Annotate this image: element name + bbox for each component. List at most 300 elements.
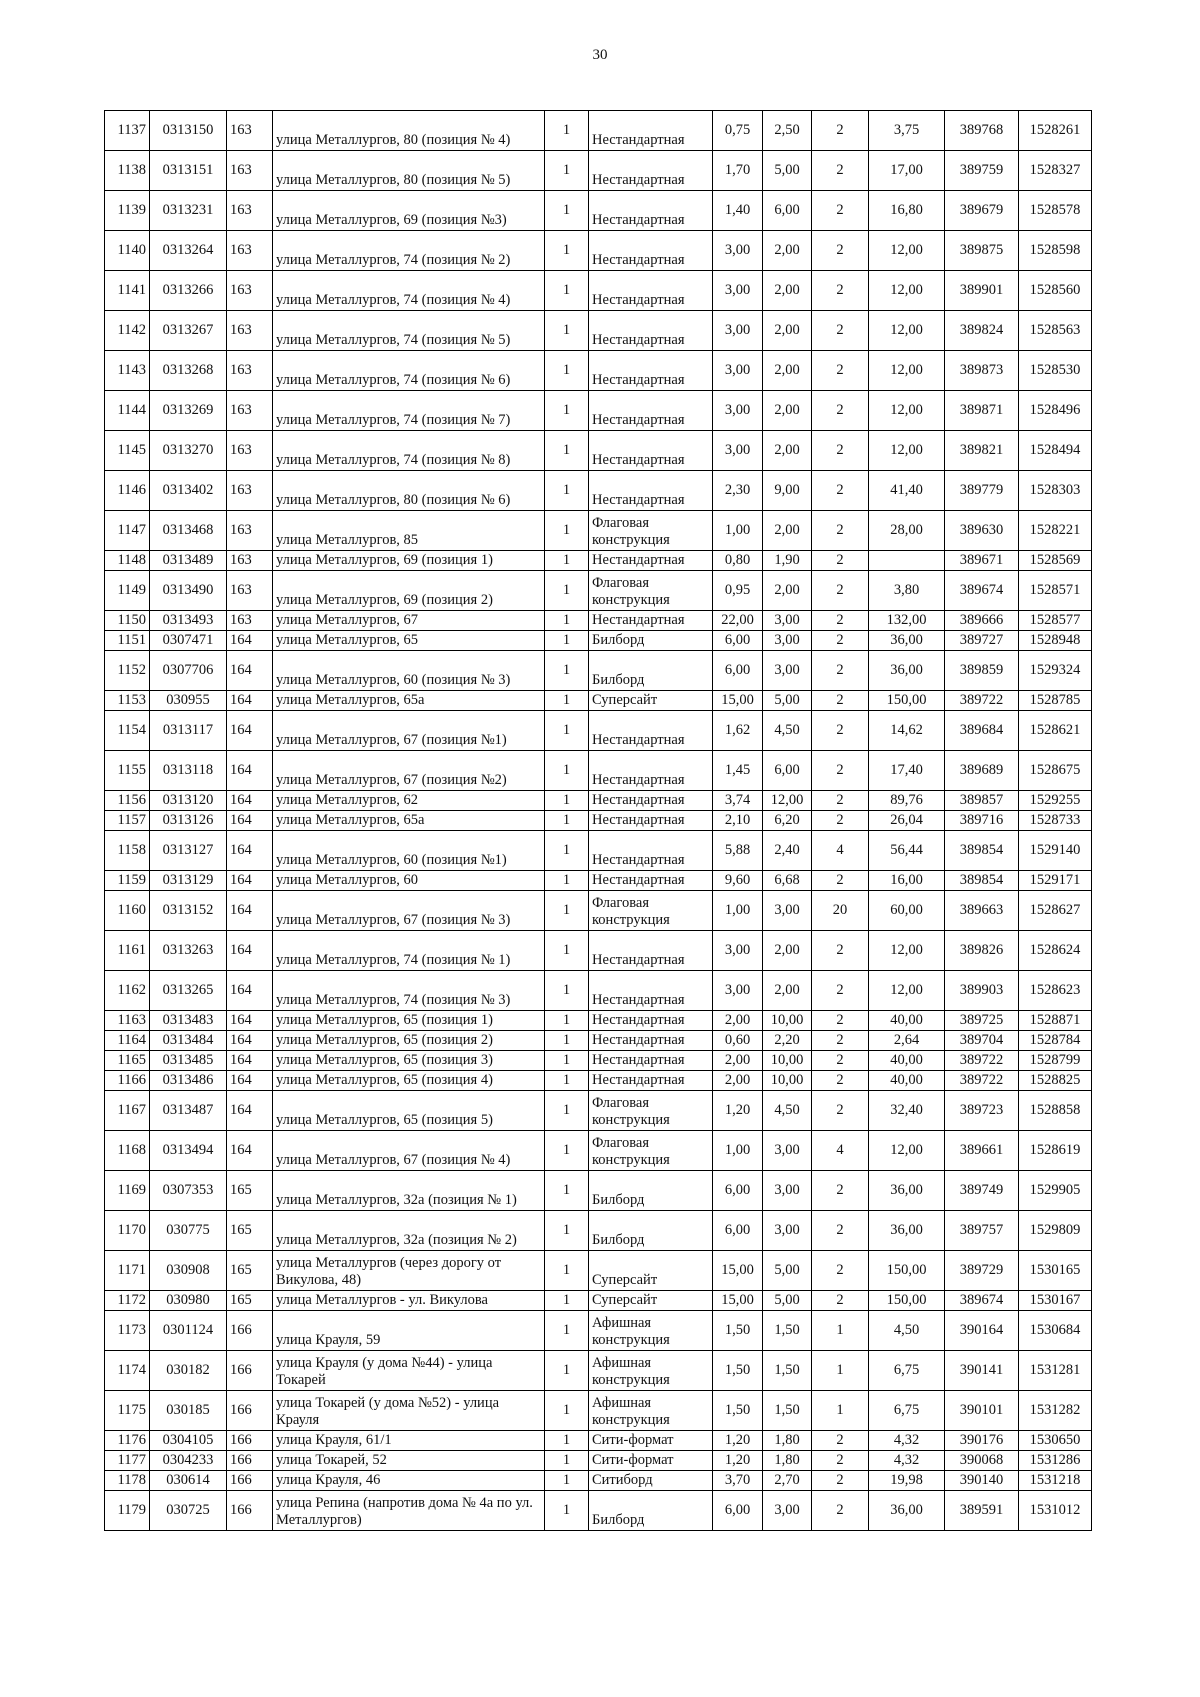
cell-coord-x: 389757 bbox=[945, 1211, 1019, 1251]
table-row bbox=[105, 971, 1092, 1011]
cell-quantity: 1 bbox=[545, 691, 589, 711]
cell-coord-y: 1530167 bbox=[1019, 1291, 1092, 1311]
cell-width: 2,30 bbox=[713, 471, 763, 511]
cell-address: улица Металлургов, 80 (позиция № 5) bbox=[273, 151, 545, 191]
cell-coord-x: 389875 bbox=[945, 231, 1019, 271]
cell-coord-y: 1528627 bbox=[1019, 891, 1092, 931]
cell-construction-type: Нестандартная bbox=[589, 711, 713, 751]
cell-object-code: 0301124 bbox=[150, 1311, 227, 1351]
cell-area: 3,80 bbox=[869, 571, 945, 611]
cell-sides: 2 bbox=[812, 611, 869, 631]
cell-width: 3,00 bbox=[713, 391, 763, 431]
cell-row-number: 1158 bbox=[105, 831, 150, 871]
cell-quantity: 1 bbox=[545, 611, 589, 631]
cell-coord-y: 1530650 bbox=[1019, 1431, 1092, 1451]
cell-width: 15,00 bbox=[713, 1251, 763, 1291]
cell-address: улица Металлургов, 69 (позиция 1) bbox=[273, 551, 545, 571]
cell-sides: 2 bbox=[812, 691, 869, 711]
cell-quantity: 1 bbox=[545, 711, 589, 751]
cell-object-code: 0307353 bbox=[150, 1171, 227, 1211]
cell-zone-number: 164 bbox=[227, 691, 273, 711]
cell-width: 1,00 bbox=[713, 891, 763, 931]
cell-coord-y: 1528619 bbox=[1019, 1131, 1092, 1171]
cell-coord-y: 1528494 bbox=[1019, 431, 1092, 471]
cell-sides: 2 bbox=[812, 1451, 869, 1471]
cell-area: 17,00 bbox=[869, 151, 945, 191]
cell-row-number: 1166 bbox=[105, 1071, 150, 1091]
cell-object-code: 0313152 bbox=[150, 891, 227, 931]
cell-area bbox=[869, 551, 945, 571]
cell-area: 36,00 bbox=[869, 1171, 945, 1211]
cell-zone-number: 166 bbox=[227, 1391, 273, 1431]
cell-address: улица Крауля, 46 bbox=[273, 1471, 545, 1491]
cell-object-code: 0313117 bbox=[150, 711, 227, 751]
cell-construction-type: Афишная конструкция bbox=[589, 1311, 713, 1351]
cell-coord-y: 1528623 bbox=[1019, 971, 1092, 1011]
cell-address: улица Металлургов, 65а bbox=[273, 691, 545, 711]
cell-address: улица Металлургов, 67 (позиция №1) bbox=[273, 711, 545, 751]
cell-coord-y: 1528785 bbox=[1019, 691, 1092, 711]
cell-coord-x: 389722 bbox=[945, 1051, 1019, 1071]
cell-coord-x: 389723 bbox=[945, 1091, 1019, 1131]
cell-coord-x: 389901 bbox=[945, 271, 1019, 311]
cell-area: 4,32 bbox=[869, 1431, 945, 1451]
cell-height: 2,00 bbox=[763, 571, 812, 611]
cell-height: 12,00 bbox=[763, 791, 812, 811]
cell-object-code: 0313402 bbox=[150, 471, 227, 511]
cell-quantity: 1 bbox=[545, 1431, 589, 1451]
table-row bbox=[105, 931, 1092, 971]
cell-coord-x: 389689 bbox=[945, 751, 1019, 791]
cell-construction-type: Нестандартная bbox=[589, 791, 713, 811]
cell-coord-x: 389824 bbox=[945, 311, 1019, 351]
cell-sides: 2 bbox=[812, 651, 869, 691]
cell-zone-number: 164 bbox=[227, 1051, 273, 1071]
cell-sides: 2 bbox=[812, 791, 869, 811]
cell-address: улица Металлургов, 80 (позиция № 4) bbox=[273, 111, 545, 151]
cell-coord-y: 1529809 bbox=[1019, 1211, 1092, 1251]
cell-construction-type: Нестандартная bbox=[589, 611, 713, 631]
cell-area: 150,00 bbox=[869, 691, 945, 711]
cell-zone-number: 164 bbox=[227, 871, 273, 891]
cell-zone-number: 164 bbox=[227, 1091, 273, 1131]
cell-area: 150,00 bbox=[869, 1291, 945, 1311]
cell-width: 6,00 bbox=[713, 631, 763, 651]
cell-coord-y: 1528577 bbox=[1019, 611, 1092, 631]
cell-zone-number: 164 bbox=[227, 931, 273, 971]
cell-height: 3,00 bbox=[763, 631, 812, 651]
cell-coord-y: 1528496 bbox=[1019, 391, 1092, 431]
cell-coord-y: 1528327 bbox=[1019, 151, 1092, 191]
cell-row-number: 1154 bbox=[105, 711, 150, 751]
cell-construction-type: Нестандартная bbox=[589, 811, 713, 831]
table-row bbox=[105, 711, 1092, 751]
cell-coord-y: 1528560 bbox=[1019, 271, 1092, 311]
cell-coord-x: 389684 bbox=[945, 711, 1019, 751]
cell-construction-type: Сити-формат bbox=[589, 1431, 713, 1451]
cell-construction-type: Нестандартная bbox=[589, 831, 713, 871]
cell-height: 3,00 bbox=[763, 891, 812, 931]
cell-height: 3,00 bbox=[763, 1131, 812, 1171]
cell-zone-number: 163 bbox=[227, 391, 273, 431]
cell-row-number: 1155 bbox=[105, 751, 150, 791]
cell-quantity: 1 bbox=[545, 311, 589, 351]
cell-zone-number: 166 bbox=[227, 1431, 273, 1451]
cell-row-number: 1156 bbox=[105, 791, 150, 811]
cell-zone-number: 164 bbox=[227, 831, 273, 871]
cell-construction-type: Нестандартная bbox=[589, 931, 713, 971]
cell-area: 16,00 bbox=[869, 871, 945, 891]
table-row bbox=[105, 691, 1092, 711]
table-row bbox=[105, 1071, 1092, 1091]
cell-coord-x: 389749 bbox=[945, 1171, 1019, 1211]
cell-quantity: 1 bbox=[545, 791, 589, 811]
cell-height: 3,00 bbox=[763, 611, 812, 631]
cell-quantity: 1 bbox=[545, 891, 589, 931]
table-row bbox=[105, 431, 1092, 471]
table-row bbox=[105, 1171, 1092, 1211]
cell-sides: 1 bbox=[812, 1391, 869, 1431]
cell-height: 1,90 bbox=[763, 551, 812, 571]
cell-height: 2,70 bbox=[763, 1471, 812, 1491]
cell-width: 22,00 bbox=[713, 611, 763, 631]
cell-object-code: 0313126 bbox=[150, 811, 227, 831]
cell-sides: 2 bbox=[812, 811, 869, 831]
cell-address: улица Металлургов, 85 bbox=[273, 511, 545, 551]
cell-coord-y: 1529255 bbox=[1019, 791, 1092, 811]
cell-height: 5,00 bbox=[763, 691, 812, 711]
table-row bbox=[105, 1131, 1092, 1171]
cell-sides: 2 bbox=[812, 1491, 869, 1531]
cell-address: улица Металлургов, 74 (позиция № 7) bbox=[273, 391, 545, 431]
cell-address: улица Металлургов, 65 (позиция 2) bbox=[273, 1031, 545, 1051]
table-row bbox=[105, 271, 1092, 311]
cell-area: 28,00 bbox=[869, 511, 945, 551]
registry-table bbox=[104, 110, 1092, 1531]
cell-area: 12,00 bbox=[869, 431, 945, 471]
cell-construction-type: Нестандартная bbox=[589, 871, 713, 891]
cell-row-number: 1179 bbox=[105, 1491, 150, 1531]
cell-object-code: 0313494 bbox=[150, 1131, 227, 1171]
cell-address: улица Металлургов, 65 (позиция 1) bbox=[273, 1011, 545, 1031]
cell-row-number: 1152 bbox=[105, 651, 150, 691]
cell-object-code: 0304233 bbox=[150, 1451, 227, 1471]
cell-quantity: 1 bbox=[545, 431, 589, 471]
cell-construction-type: Суперсайт bbox=[589, 1291, 713, 1311]
cell-construction-type: Билборд bbox=[589, 631, 713, 651]
cell-height: 2,00 bbox=[763, 271, 812, 311]
cell-construction-type: Суперсайт bbox=[589, 691, 713, 711]
cell-address: улица Металлургов, 67 (позиция № 4) bbox=[273, 1131, 545, 1171]
cell-construction-type: Флаговая конструкция bbox=[589, 1091, 713, 1131]
cell-address: улица Металлургов, 65 (позиция 5) bbox=[273, 1091, 545, 1131]
cell-width: 3,00 bbox=[713, 311, 763, 351]
cell-width: 3,70 bbox=[713, 1471, 763, 1491]
cell-row-number: 1151 bbox=[105, 631, 150, 651]
cell-width: 1,40 bbox=[713, 191, 763, 231]
cell-coord-x: 389722 bbox=[945, 691, 1019, 711]
cell-quantity: 1 bbox=[545, 1171, 589, 1211]
cell-address: улица Металлургов, 74 (позиция № 3) bbox=[273, 971, 545, 1011]
cell-area: 40,00 bbox=[869, 1051, 945, 1071]
cell-address: улица Металлургов, 32а (позиция № 1) bbox=[273, 1171, 545, 1211]
cell-coord-y: 1528675 bbox=[1019, 751, 1092, 791]
cell-coord-y: 1529140 bbox=[1019, 831, 1092, 871]
cell-zone-number: 166 bbox=[227, 1351, 273, 1391]
cell-row-number: 1142 bbox=[105, 311, 150, 351]
cell-address: улица Металлургов, 65 bbox=[273, 631, 545, 651]
cell-object-code: 030980 bbox=[150, 1291, 227, 1311]
cell-coord-y: 1528948 bbox=[1019, 631, 1092, 651]
cell-quantity: 1 bbox=[545, 871, 589, 891]
cell-area: 3,75 bbox=[869, 111, 945, 151]
cell-row-number: 1160 bbox=[105, 891, 150, 931]
table-row bbox=[105, 1311, 1092, 1351]
cell-object-code: 0313486 bbox=[150, 1071, 227, 1091]
cell-construction-type: Флаговая конструкция bbox=[589, 891, 713, 931]
cell-quantity: 1 bbox=[545, 631, 589, 651]
cell-coord-y: 1528624 bbox=[1019, 931, 1092, 971]
table-row bbox=[105, 871, 1092, 891]
cell-row-number: 1174 bbox=[105, 1351, 150, 1391]
cell-height: 5,00 bbox=[763, 1291, 812, 1311]
cell-area: 132,00 bbox=[869, 611, 945, 631]
cell-coord-y: 1531218 bbox=[1019, 1471, 1092, 1491]
cell-width: 2,00 bbox=[713, 1051, 763, 1071]
cell-sides: 2 bbox=[812, 551, 869, 571]
cell-width: 3,00 bbox=[713, 431, 763, 471]
cell-coord-x: 389821 bbox=[945, 431, 1019, 471]
cell-coord-y: 1528578 bbox=[1019, 191, 1092, 231]
cell-sides: 2 bbox=[812, 271, 869, 311]
cell-width: 1,20 bbox=[713, 1091, 763, 1131]
cell-quantity: 1 bbox=[545, 1211, 589, 1251]
cell-quantity: 1 bbox=[545, 1391, 589, 1431]
cell-coord-y: 1529171 bbox=[1019, 871, 1092, 891]
cell-sides: 20 bbox=[812, 891, 869, 931]
cell-height: 6,00 bbox=[763, 751, 812, 791]
cell-area: 6,75 bbox=[869, 1391, 945, 1431]
cell-address: улица Металлургов, 60 (позиция № 3) bbox=[273, 651, 545, 691]
table-row bbox=[105, 191, 1092, 231]
cell-object-code: 0313468 bbox=[150, 511, 227, 551]
cell-zone-number: 166 bbox=[227, 1311, 273, 1351]
table-row bbox=[105, 1431, 1092, 1451]
table-row bbox=[105, 551, 1092, 571]
cell-row-number: 1157 bbox=[105, 811, 150, 831]
page-number: 30 bbox=[592, 47, 608, 63]
cell-area: 40,00 bbox=[869, 1071, 945, 1091]
cell-address: улица Металлургов, 65 (позиция 4) bbox=[273, 1071, 545, 1091]
cell-zone-number: 164 bbox=[227, 811, 273, 831]
cell-sides: 2 bbox=[812, 571, 869, 611]
cell-width: 1,50 bbox=[713, 1351, 763, 1391]
cell-row-number: 1164 bbox=[105, 1031, 150, 1051]
cell-coord-x: 389854 bbox=[945, 831, 1019, 871]
cell-object-code: 030775 bbox=[150, 1211, 227, 1251]
cell-area: 56,44 bbox=[869, 831, 945, 871]
cell-coord-x: 390164 bbox=[945, 1311, 1019, 1351]
cell-address: улица Крауля, 61/1 bbox=[273, 1431, 545, 1451]
cell-height: 10,00 bbox=[763, 1071, 812, 1091]
cell-zone-number: 164 bbox=[227, 631, 273, 651]
cell-width: 0,75 bbox=[713, 111, 763, 151]
cell-quantity: 1 bbox=[545, 571, 589, 611]
cell-zone-number: 164 bbox=[227, 711, 273, 751]
cell-address: улица Металлургов - ул. Викулова bbox=[273, 1291, 545, 1311]
cell-width: 1,20 bbox=[713, 1451, 763, 1471]
cell-area: 36,00 bbox=[869, 1491, 945, 1531]
cell-zone-number: 166 bbox=[227, 1471, 273, 1491]
cell-width: 0,60 bbox=[713, 1031, 763, 1051]
cell-quantity: 1 bbox=[545, 1031, 589, 1051]
cell-address: улица Металлургов, 74 (позиция № 4) bbox=[273, 271, 545, 311]
cell-row-number: 1172 bbox=[105, 1291, 150, 1311]
cell-zone-number: 163 bbox=[227, 551, 273, 571]
table-row bbox=[105, 151, 1092, 191]
cell-coord-x: 389768 bbox=[945, 111, 1019, 151]
cell-width: 0,95 bbox=[713, 571, 763, 611]
cell-coord-x: 389666 bbox=[945, 611, 1019, 631]
cell-zone-number: 163 bbox=[227, 271, 273, 311]
table-body bbox=[105, 111, 1092, 1531]
cell-row-number: 1146 bbox=[105, 471, 150, 511]
cell-zone-number: 163 bbox=[227, 611, 273, 631]
cell-height: 6,68 bbox=[763, 871, 812, 891]
cell-object-code: 0313267 bbox=[150, 311, 227, 351]
cell-coord-x: 390101 bbox=[945, 1391, 1019, 1431]
cell-quantity: 1 bbox=[545, 1451, 589, 1471]
cell-row-number: 1171 bbox=[105, 1251, 150, 1291]
cell-object-code: 0313264 bbox=[150, 231, 227, 271]
cell-row-number: 1165 bbox=[105, 1051, 150, 1071]
cell-row-number: 1149 bbox=[105, 571, 150, 611]
cell-row-number: 1137 bbox=[105, 111, 150, 151]
cell-area: 40,00 bbox=[869, 1011, 945, 1031]
cell-quantity: 1 bbox=[545, 1251, 589, 1291]
table-row bbox=[105, 791, 1092, 811]
cell-address: улица Металлургов, 60 (позиция №1) bbox=[273, 831, 545, 871]
cell-coord-y: 1530165 bbox=[1019, 1251, 1092, 1291]
cell-zone-number: 163 bbox=[227, 511, 273, 551]
cell-height: 6,20 bbox=[763, 811, 812, 831]
cell-object-code: 0313120 bbox=[150, 791, 227, 811]
cell-coord-x: 389854 bbox=[945, 871, 1019, 891]
cell-address: улица Металлургов (через дорогу от Викулова, 48) bbox=[273, 1251, 545, 1291]
cell-area: 12,00 bbox=[869, 231, 945, 271]
cell-zone-number: 164 bbox=[227, 971, 273, 1011]
cell-coord-x: 389857 bbox=[945, 791, 1019, 811]
cell-address: улица Металлургов, 65а bbox=[273, 811, 545, 831]
cell-coord-x: 390176 bbox=[945, 1431, 1019, 1451]
cell-coord-x: 389630 bbox=[945, 511, 1019, 551]
cell-area: 12,00 bbox=[869, 1131, 945, 1171]
cell-coord-x: 389873 bbox=[945, 351, 1019, 391]
cell-object-code: 0307706 bbox=[150, 651, 227, 691]
cell-width: 1,50 bbox=[713, 1311, 763, 1351]
table-row bbox=[105, 1391, 1092, 1431]
cell-sides: 2 bbox=[812, 311, 869, 351]
cell-address: улица Металлургов, 74 (позиция № 1) bbox=[273, 931, 545, 971]
cell-width: 1,00 bbox=[713, 1131, 763, 1171]
cell-object-code: 0313485 bbox=[150, 1051, 227, 1071]
cell-height: 1,80 bbox=[763, 1431, 812, 1451]
cell-row-number: 1161 bbox=[105, 931, 150, 971]
cell-sides: 2 bbox=[812, 1031, 869, 1051]
cell-address: улица Металлургов, 67 bbox=[273, 611, 545, 631]
cell-coord-y: 1528825 bbox=[1019, 1071, 1092, 1091]
cell-width: 0,80 bbox=[713, 551, 763, 571]
cell-height: 3,00 bbox=[763, 651, 812, 691]
cell-quantity: 1 bbox=[545, 191, 589, 231]
cell-construction-type: Нестандартная bbox=[589, 391, 713, 431]
cell-zone-number: 163 bbox=[227, 571, 273, 611]
cell-height: 2,50 bbox=[763, 111, 812, 151]
cell-row-number: 1153 bbox=[105, 691, 150, 711]
cell-address: улица Металлургов, 60 bbox=[273, 871, 545, 891]
cell-construction-type: Нестандартная bbox=[589, 1031, 713, 1051]
cell-quantity: 1 bbox=[545, 551, 589, 571]
cell-quantity: 1 bbox=[545, 271, 589, 311]
cell-quantity: 1 bbox=[545, 1011, 589, 1031]
cell-width: 5,88 bbox=[713, 831, 763, 871]
cell-construction-type: Нестандартная bbox=[589, 151, 713, 191]
cell-area: 32,40 bbox=[869, 1091, 945, 1131]
cell-coord-y: 1528799 bbox=[1019, 1051, 1092, 1071]
table-row bbox=[105, 891, 1092, 931]
cell-zone-number: 165 bbox=[227, 1251, 273, 1291]
table-row bbox=[105, 1471, 1092, 1491]
cell-zone-number: 163 bbox=[227, 471, 273, 511]
cell-sides: 2 bbox=[812, 931, 869, 971]
cell-row-number: 1150 bbox=[105, 611, 150, 631]
cell-object-code: 030725 bbox=[150, 1491, 227, 1531]
table-row bbox=[105, 611, 1092, 631]
cell-object-code: 0313487 bbox=[150, 1091, 227, 1131]
cell-zone-number: 164 bbox=[227, 1031, 273, 1051]
cell-address: улица Токарей, 52 bbox=[273, 1451, 545, 1471]
cell-quantity: 1 bbox=[545, 1311, 589, 1351]
cell-quantity: 1 bbox=[545, 1471, 589, 1491]
table-row bbox=[105, 1451, 1092, 1471]
cell-object-code: 0307471 bbox=[150, 631, 227, 651]
cell-quantity: 1 bbox=[545, 811, 589, 831]
cell-width: 2,00 bbox=[713, 1071, 763, 1091]
cell-width: 3,00 bbox=[713, 351, 763, 391]
table-row bbox=[105, 311, 1092, 351]
cell-area: 12,00 bbox=[869, 351, 945, 391]
cell-row-number: 1162 bbox=[105, 971, 150, 1011]
cell-zone-number: 166 bbox=[227, 1451, 273, 1471]
cell-width: 6,00 bbox=[713, 1211, 763, 1251]
cell-sides: 1 bbox=[812, 1311, 869, 1351]
cell-coord-x: 389671 bbox=[945, 551, 1019, 571]
cell-sides: 2 bbox=[812, 971, 869, 1011]
cell-construction-type: Нестандартная bbox=[589, 751, 713, 791]
cell-object-code: 0313490 bbox=[150, 571, 227, 611]
cell-construction-type: Билборд bbox=[589, 1171, 713, 1211]
cell-quantity: 1 bbox=[545, 1491, 589, 1531]
cell-construction-type: Нестандартная bbox=[589, 971, 713, 1011]
cell-row-number: 1147 bbox=[105, 511, 150, 551]
cell-construction-type: Флаговая конструкция bbox=[589, 571, 713, 611]
cell-construction-type: Нестандартная bbox=[589, 471, 713, 511]
cell-sides: 2 bbox=[812, 1291, 869, 1311]
cell-coord-x: 389716 bbox=[945, 811, 1019, 831]
cell-quantity: 1 bbox=[545, 1351, 589, 1391]
cell-sides: 4 bbox=[812, 1131, 869, 1171]
cell-construction-type: Нестандартная bbox=[589, 231, 713, 271]
